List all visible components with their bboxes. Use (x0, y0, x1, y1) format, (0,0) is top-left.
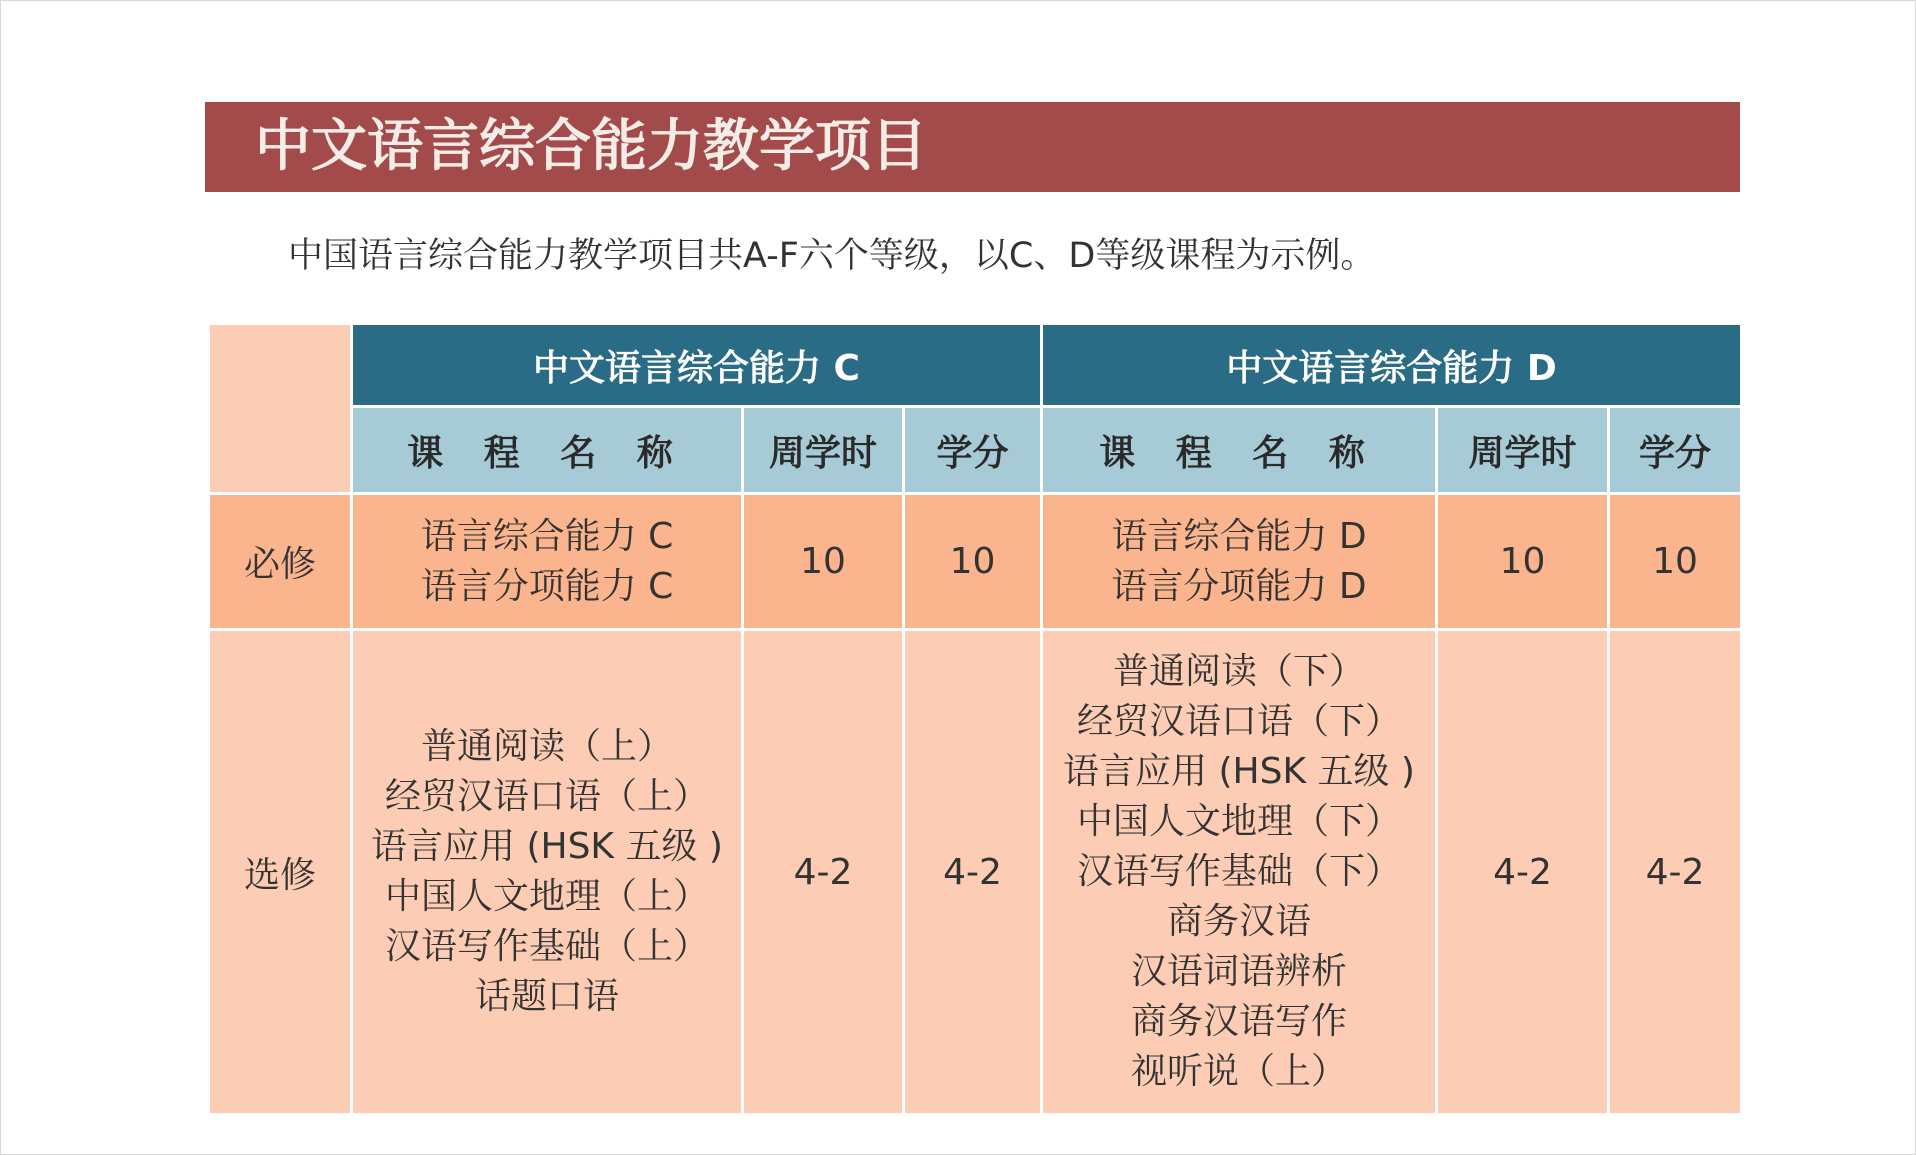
group-header-row (209, 324, 1742, 407)
elective-row (209, 630, 1742, 1115)
col-header-d-credits: 学分 (1609, 407, 1742, 494)
d-elective-courses (1042, 630, 1437, 1115)
d-required-credits: 10 (1609, 494, 1742, 630)
course-name: 商务汉语写作 (1131, 1001, 1348, 1042)
col-header-d-course-name: 课 程 名 称 (1042, 407, 1437, 494)
course-name: 语言综合能力 D (1111, 515, 1367, 557)
col-header-c-weekly-hours: 周学时 (743, 407, 904, 494)
d-required-courses (1042, 494, 1437, 630)
required-row (209, 494, 1742, 630)
course-name: 汉语写作基础（上） (384, 926, 709, 967)
page-title: 中文语言综合能力教学项目 (255, 114, 927, 179)
course-name: 经贸汉语口语（下） (1077, 701, 1402, 742)
course-name: 语言分项能力 D (1111, 565, 1367, 607)
course-name: 普通阅读（上） (420, 726, 673, 767)
course-name: 语言分项能力 C (420, 565, 674, 607)
course-name: 商务汉语 (1167, 901, 1312, 942)
course-name: 话题口语 (474, 976, 619, 1017)
c-elective-hours: 4-2 (743, 630, 904, 1115)
c-required-courses (352, 494, 743, 630)
col-header-d-weekly-hours: 周学时 (1437, 407, 1609, 494)
col-header-c-course-name: 课 程 名 称 (352, 407, 743, 494)
course-name: 语言综合能力 C (420, 515, 674, 557)
course-name: 汉语写作基础（下） (1077, 851, 1402, 892)
c-required-credits: 10 (904, 494, 1042, 630)
column-header-row (209, 407, 1742, 494)
course-table (207, 322, 1743, 1116)
c-required-hours: 10 (743, 494, 904, 630)
title-banner (205, 102, 1740, 192)
course-name: 汉语词语辨析 (1131, 951, 1348, 992)
course-name: 普通阅读（下） (1113, 651, 1366, 692)
c-elective-credits: 4-2 (904, 630, 1042, 1115)
c-elective-courses (352, 630, 743, 1115)
course-name: 经贸汉语口语（上） (384, 776, 709, 817)
row-label-elective: 选修 (209, 630, 352, 1115)
row-label-required: 必修 (209, 494, 352, 630)
course-name: 中国人文地理（上） (384, 876, 709, 917)
course-name: 视听说（上） (1131, 1051, 1348, 1092)
col-header-c-credits: 学分 (904, 407, 1042, 494)
group-header-c: 中文语言综合能力 C (352, 324, 1042, 407)
course-name: 中国人文地理（下） (1077, 801, 1402, 842)
d-required-hours: 10 (1437, 494, 1609, 630)
d-elective-hours: 4-2 (1437, 630, 1609, 1115)
course-name: 语言应用 (HSK 五级 ) (1063, 751, 1415, 792)
intro-text: 中国语言综合能力教学项目共A-F六个等级，以C、D等级课程为示例。 (288, 236, 1376, 276)
course-name: 语言应用 (HSK 五级 ) (371, 826, 723, 867)
group-header-d: 中文语言综合能力 D (1042, 324, 1742, 407)
corner-cell (209, 324, 352, 494)
d-elective-credits: 4-2 (1609, 630, 1742, 1115)
